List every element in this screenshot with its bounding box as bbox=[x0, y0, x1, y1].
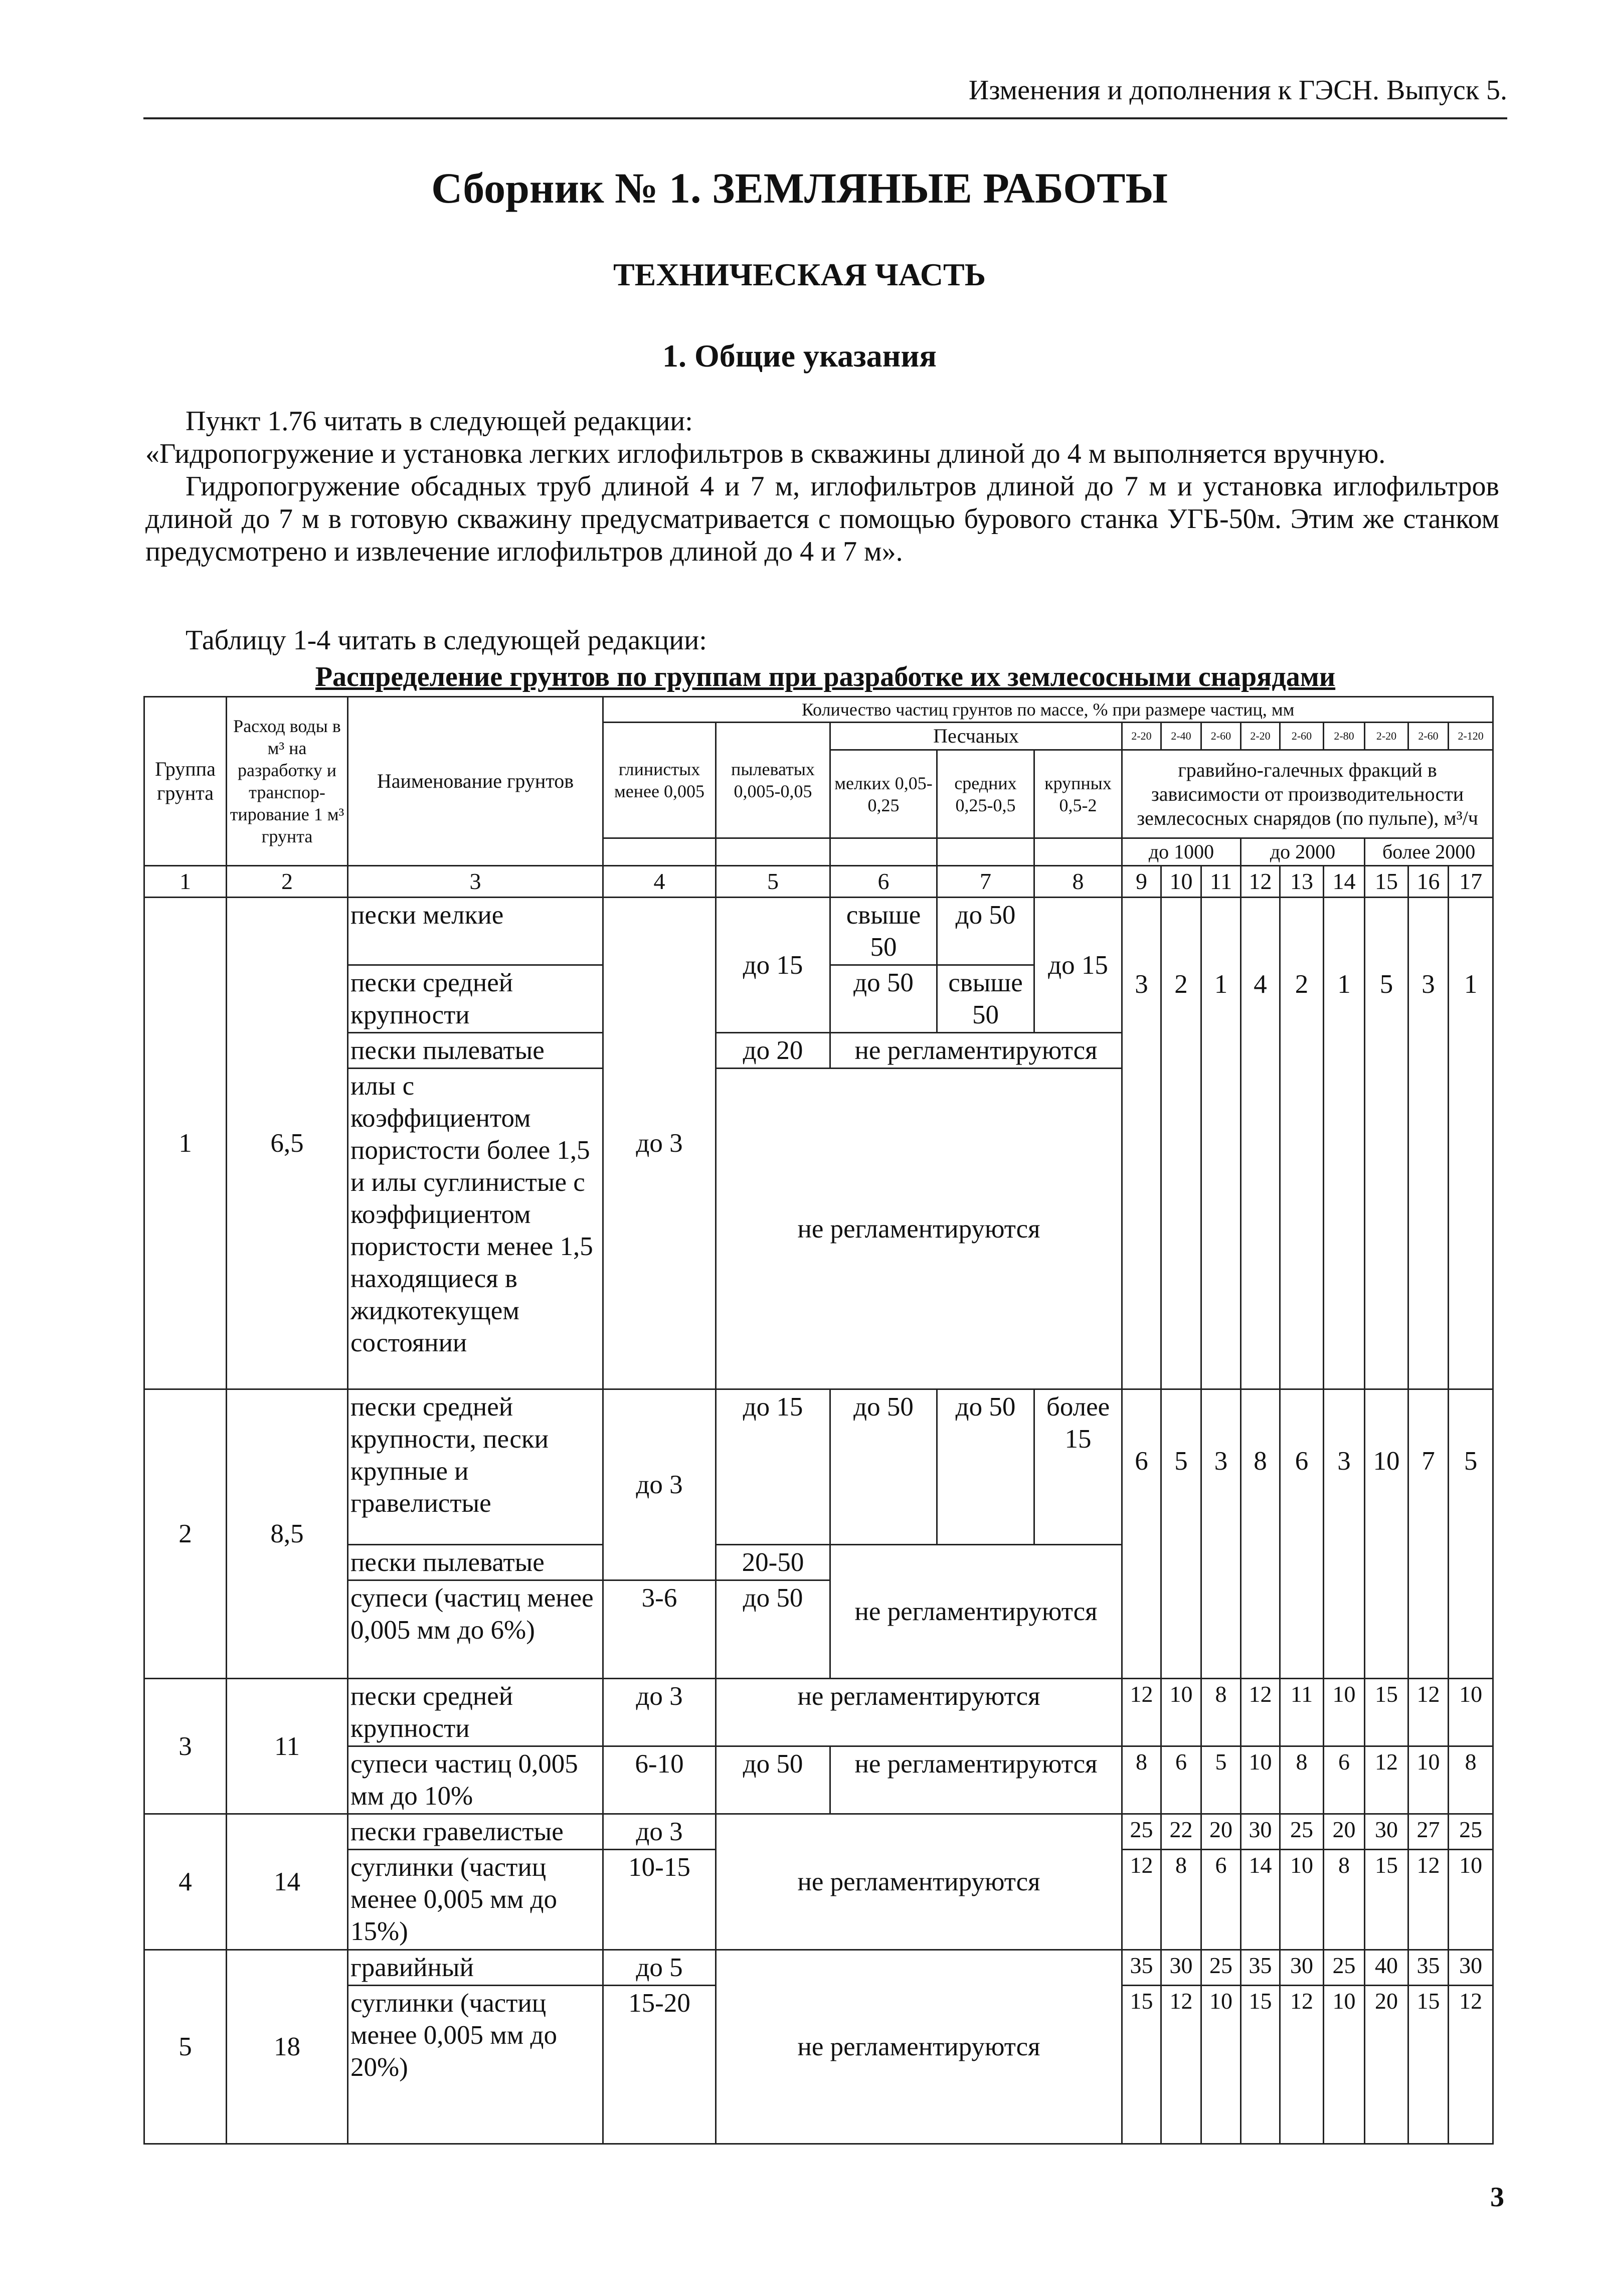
medium-content: до 50 bbox=[937, 898, 1034, 965]
header-name: Наименование грунтов bbox=[348, 697, 603, 866]
gravel-value: 25 bbox=[1449, 1814, 1493, 1850]
header-silt: пылеватых 0,005-0,05 bbox=[716, 723, 830, 838]
header-gravel-size: 2-60 bbox=[1280, 723, 1324, 750]
subsection-title: 1. Общие указания bbox=[662, 338, 937, 374]
header-blank bbox=[1034, 838, 1122, 866]
gravel-value: 8 bbox=[1280, 1746, 1324, 1814]
group-number: 4 bbox=[144, 1814, 227, 1950]
gravel-value: 3 bbox=[1122, 898, 1161, 1389]
gravel-value: 25 bbox=[1324, 1950, 1365, 1986]
soil-name: супеси (частиц менее 0,005 мм до 6%) bbox=[348, 1580, 603, 1679]
column-number: 4 bbox=[603, 866, 716, 898]
column-number: 3 bbox=[348, 866, 603, 898]
gravel-value: 10 bbox=[1161, 1679, 1201, 1746]
column-number: 2 bbox=[227, 866, 348, 898]
gravel-value: 12 bbox=[1408, 1679, 1449, 1746]
gravel-value: 10 bbox=[1201, 1986, 1241, 2144]
column-number: 14 bbox=[1324, 866, 1365, 898]
gravel-value: 1 bbox=[1449, 898, 1493, 1389]
running-header-text: Изменения и дополнения к ГЭСН. Выпуск 5. bbox=[968, 75, 1507, 106]
column-number: 16 bbox=[1408, 866, 1449, 898]
gravel-value: 10 bbox=[1449, 1850, 1493, 1950]
soil-name: пески гравелистые bbox=[348, 1814, 603, 1850]
soil-name: суглинки (частиц менее 0,005 мм до 15%) bbox=[348, 1850, 603, 1950]
header-group: Группа грунта bbox=[144, 697, 227, 866]
gravel-value: 10 bbox=[1365, 1389, 1408, 1679]
group-number: 2 bbox=[144, 1389, 227, 1679]
gravel-value: 8 bbox=[1241, 1389, 1280, 1679]
gravel-value: 15 bbox=[1122, 1986, 1161, 2144]
gravel-value: 11 bbox=[1280, 1679, 1324, 1746]
water-consumption: 11 bbox=[227, 1679, 348, 1814]
soil-name: пески пылеватые bbox=[348, 1545, 603, 1580]
clay-content: 3-6 bbox=[603, 1580, 716, 1679]
silt-content: до 15 bbox=[716, 898, 830, 1033]
soil-name: илы с коэффициентом пористости более 1,5 и илы суглинистые с коэффициентом пористости менее 1,5 находящиеся в жидкотекущем состоянии bbox=[348, 1069, 603, 1389]
not-regulated: не регламентируются bbox=[830, 1746, 1122, 1814]
clay-content: до 3 bbox=[603, 1814, 716, 1850]
header-gravel-size: 2-120 bbox=[1449, 723, 1493, 750]
gravel-value: 12 bbox=[1161, 1986, 1201, 2144]
header-blank bbox=[716, 838, 830, 866]
header-fine: мелких 0,05-0,25 bbox=[830, 750, 937, 838]
gravel-value: 6 bbox=[1122, 1389, 1161, 1679]
gravel-value: 8 bbox=[1122, 1746, 1161, 1814]
column-number: 1 bbox=[144, 866, 227, 898]
header-capacity: более 2000 bbox=[1365, 838, 1493, 866]
gravel-value: 15 bbox=[1241, 1986, 1280, 2144]
gravel-value: 2 bbox=[1161, 898, 1201, 1389]
column-number: 8 bbox=[1034, 866, 1122, 898]
header-quantity: Количество частиц грунтов по массе, % при размере частиц, мм bbox=[603, 697, 1493, 723]
column-number: 12 bbox=[1241, 866, 1280, 898]
soil-name: супеси частиц 0,005 мм до 10% bbox=[348, 1746, 603, 1814]
soil-groups-table bbox=[143, 696, 1494, 2145]
gravel-value: 22 bbox=[1161, 1814, 1201, 1850]
not-regulated: не регламентируются bbox=[716, 1814, 1122, 1950]
gravel-value: 8 bbox=[1449, 1746, 1493, 1814]
gravel-value: 10 bbox=[1324, 1986, 1365, 2144]
water-consumption: 14 bbox=[227, 1814, 348, 1950]
table-caption: Распределение грунтов по группам при разработке их землесосными снарядами bbox=[315, 661, 1336, 692]
silt-content: 20-50 bbox=[716, 1545, 830, 1580]
header-coarse: крупных 0,5-2 bbox=[1034, 750, 1122, 838]
gravel-value: 5 bbox=[1201, 1746, 1241, 1814]
fine-content: свыше 50 bbox=[830, 898, 937, 965]
not-regulated: не регламентируются bbox=[830, 1033, 1122, 1069]
header-gravel-size: 2-60 bbox=[1408, 723, 1449, 750]
gravel-value: 6 bbox=[1201, 1850, 1241, 1950]
gravel-value: 10 bbox=[1408, 1746, 1449, 1814]
group-number: 5 bbox=[144, 1950, 227, 2144]
clay-content: до 3 bbox=[603, 1389, 716, 1580]
gravel-value: 15 bbox=[1365, 1850, 1408, 1950]
gravel-value: 3 bbox=[1408, 898, 1449, 1389]
collection-title: Сборник № 1. ЗЕМЛЯНЫЕ РАБОТЫ bbox=[431, 164, 1168, 212]
table-row bbox=[144, 1679, 1493, 1746]
gravel-value: 10 bbox=[1324, 1679, 1365, 1746]
header-gravel-size: 2-80 bbox=[1324, 723, 1365, 750]
gravel-value: 15 bbox=[1408, 1986, 1449, 2144]
column-number: 13 bbox=[1280, 866, 1324, 898]
soil-name: пески средней крупности, пески крупные и гравелистые bbox=[348, 1389, 603, 1545]
medium-content: свыше 50 bbox=[937, 965, 1034, 1033]
gravel-value: 12 bbox=[1449, 1986, 1493, 2144]
water-consumption: 18 bbox=[227, 1950, 348, 2144]
table-row bbox=[144, 898, 1493, 965]
gravel-value: 12 bbox=[1122, 1850, 1161, 1950]
paragraph-quote-1: «Гидропогружение и установка легких иглофильтров в скважины длиной до 4 м выполняется вручную. bbox=[145, 438, 1386, 469]
gravel-value: 5 bbox=[1365, 898, 1408, 1389]
gravel-value: 4 bbox=[1241, 898, 1280, 1389]
gravel-value: 20 bbox=[1365, 1986, 1408, 2144]
header-gravel-size: 2-20 bbox=[1122, 723, 1161, 750]
column-number: 5 bbox=[716, 866, 830, 898]
header-gravel-size: 2-40 bbox=[1161, 723, 1201, 750]
table-row bbox=[144, 1950, 1493, 1986]
gravel-value: 30 bbox=[1449, 1950, 1493, 1986]
not-regulated: не регламентируются bbox=[716, 1679, 1122, 1746]
gravel-value: 1 bbox=[1324, 898, 1365, 1389]
column-number: 10 bbox=[1161, 866, 1201, 898]
gravel-value: 30 bbox=[1241, 1814, 1280, 1850]
header-clay: глинистых менее 0,005 bbox=[603, 723, 716, 838]
gravel-value: 12 bbox=[1365, 1746, 1408, 1814]
header-sand: Песчаных bbox=[830, 723, 1122, 750]
gravel-value: 12 bbox=[1241, 1679, 1280, 1746]
soil-name: гравийный bbox=[348, 1950, 603, 1986]
column-number: 7 bbox=[937, 866, 1034, 898]
header-blank bbox=[830, 838, 937, 866]
gravel-value: 8 bbox=[1201, 1679, 1241, 1746]
header-blank bbox=[603, 838, 716, 866]
gravel-value: 10 bbox=[1449, 1679, 1493, 1746]
gravel-value: 2 bbox=[1280, 898, 1324, 1389]
gravel-value: 6 bbox=[1280, 1389, 1324, 1679]
soil-name: пески пылеватые bbox=[348, 1033, 603, 1069]
gravel-value: 27 bbox=[1408, 1814, 1449, 1850]
soil-name: пески средней крупности bbox=[348, 1679, 603, 1746]
gravel-value: 10 bbox=[1241, 1746, 1280, 1814]
soil-name: пески средней крупности bbox=[348, 965, 603, 1033]
gravel-value: 30 bbox=[1280, 1950, 1324, 1986]
gravel-value: 25 bbox=[1122, 1814, 1161, 1850]
clay-content: до 5 bbox=[603, 1950, 716, 1986]
header-water: Расход воды в м³ на разработку и транспор-тирование 1 м³ грунта bbox=[227, 697, 348, 866]
gravel-value: 8 bbox=[1324, 1850, 1365, 1950]
gravel-value: 8 bbox=[1161, 1850, 1201, 1950]
gravel-value: 25 bbox=[1280, 1814, 1324, 1850]
group-number: 1 bbox=[144, 898, 227, 1389]
not-regulated: не регламентируются bbox=[716, 1069, 1122, 1389]
section-title: ТЕХНИЧЕСКАЯ ЧАСТЬ bbox=[613, 257, 986, 292]
table-row bbox=[144, 1814, 1493, 1850]
header-gravel-size: 2-60 bbox=[1201, 723, 1241, 750]
gravel-value: 3 bbox=[1201, 1389, 1241, 1679]
gravel-value: 1 bbox=[1201, 898, 1241, 1389]
page-number: 3 bbox=[1490, 2182, 1504, 2213]
gravel-value: 15 bbox=[1365, 1679, 1408, 1746]
gravel-value: 20 bbox=[1201, 1814, 1241, 1850]
gravel-value: 5 bbox=[1449, 1389, 1493, 1679]
not-regulated: не регламентируются bbox=[716, 1950, 1122, 2144]
gravel-value: 6 bbox=[1161, 1746, 1201, 1814]
header-capacity: до 1000 bbox=[1122, 838, 1241, 866]
gravel-value: 12 bbox=[1408, 1850, 1449, 1950]
gravel-value: 35 bbox=[1408, 1950, 1449, 1986]
fine-content: до 50 bbox=[830, 965, 937, 1033]
silt-content: до 20 bbox=[716, 1033, 830, 1069]
header-medium: средних 0,25-0,5 bbox=[937, 750, 1034, 838]
silt-content: до 50 bbox=[716, 1746, 830, 1814]
table-row bbox=[144, 1389, 1493, 1545]
not-regulated: не регламентируются bbox=[830, 1545, 1122, 1679]
column-number: 9 bbox=[1122, 866, 1161, 898]
gravel-value: 10 bbox=[1280, 1850, 1324, 1950]
silt-content: до 50 bbox=[716, 1580, 830, 1679]
header-gravel-size: 2-20 bbox=[1365, 723, 1408, 750]
silt-content: до 15 bbox=[716, 1389, 830, 1545]
coarse-content: до 15 bbox=[1034, 898, 1122, 1033]
header-row bbox=[144, 697, 1493, 723]
gravel-value: 30 bbox=[1161, 1950, 1201, 1986]
column-number: 17 bbox=[1449, 866, 1493, 898]
paragraph-quote-2: Гидропогружение обсадных труб длиной 4 и 7 м, иглофильтров длиной до 7 м и установка иглофильтров длиной до 7 м в готовую скважину предусматривается с помощью бурового станка УГБ-50м. Этим же станком предусмотрено и извлечение иглофильтров длиной до 4 и 7 м». bbox=[145, 471, 1499, 567]
clay-content: 6-10 bbox=[603, 1746, 716, 1814]
gravel-value: 14 bbox=[1241, 1850, 1280, 1950]
running-header bbox=[143, 75, 1507, 119]
gravel-value: 20 bbox=[1324, 1814, 1365, 1850]
clay-content: 15-20 bbox=[603, 1986, 716, 2144]
gravel-value: 35 bbox=[1241, 1950, 1280, 1986]
column-number: 15 bbox=[1365, 866, 1408, 898]
water-consumption: 6,5 bbox=[227, 898, 348, 1389]
column-number: 11 bbox=[1201, 866, 1241, 898]
gravel-value: 12 bbox=[1280, 1986, 1324, 2144]
water-consumption: 8,5 bbox=[227, 1389, 348, 1679]
fine-content: до 50 bbox=[830, 1389, 937, 1545]
gravel-value: 35 bbox=[1122, 1950, 1161, 1986]
paragraph-intro: Пункт 1.76 читать в следующей редакции: bbox=[186, 406, 693, 437]
coarse-content: более 15 bbox=[1034, 1389, 1122, 1545]
gravel-value: 30 bbox=[1365, 1814, 1408, 1850]
soil-name: пески мелкие bbox=[348, 898, 603, 965]
clay-content: до 3 bbox=[603, 898, 716, 1389]
gravel-value: 3 bbox=[1324, 1389, 1365, 1679]
header-gravel-size: 2-20 bbox=[1241, 723, 1280, 750]
header-gravel: гравийно-галечных фракций в зависимости от производительности землесосных снарядов (по пульпе), м³/ч bbox=[1122, 750, 1493, 838]
header-blank bbox=[937, 838, 1034, 866]
paragraph-table-intro: Таблицу 1-4 читать в следующей редакции: bbox=[186, 625, 707, 656]
gravel-value: 12 bbox=[1122, 1679, 1161, 1746]
column-numbers-row bbox=[144, 866, 1493, 898]
soil-name: суглинки (частиц менее 0,005 мм до 20%) bbox=[348, 1986, 603, 2144]
group-number: 3 bbox=[144, 1679, 227, 1814]
column-number: 6 bbox=[830, 866, 937, 898]
gravel-value: 25 bbox=[1201, 1950, 1241, 1986]
gravel-value: 7 bbox=[1408, 1389, 1449, 1679]
header-capacity: до 2000 bbox=[1241, 838, 1365, 866]
gravel-value: 6 bbox=[1324, 1746, 1365, 1814]
gravel-value: 40 bbox=[1365, 1950, 1408, 1986]
clay-content: до 3 bbox=[603, 1679, 716, 1746]
gravel-value: 5 bbox=[1161, 1389, 1201, 1679]
clay-content: 10-15 bbox=[603, 1850, 716, 1950]
medium-content: до 50 bbox=[937, 1389, 1034, 1545]
